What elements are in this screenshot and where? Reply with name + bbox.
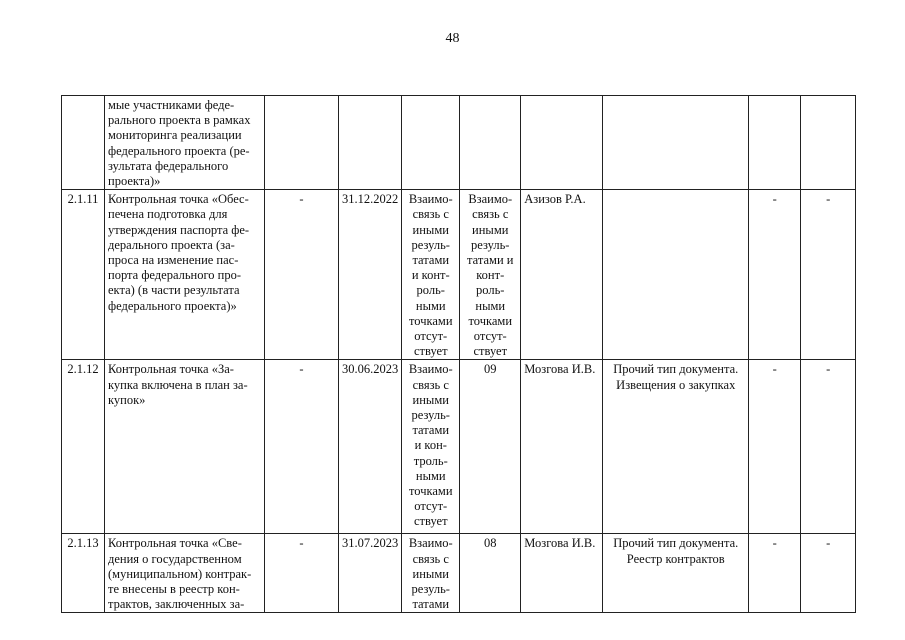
- successors: [460, 360, 521, 534]
- cell-line: связь с: [412, 377, 449, 392]
- responsible: [521, 96, 603, 190]
- cell-col10: -: [801, 190, 856, 360]
- cell-line: ными: [475, 298, 506, 313]
- cell-line: федерального проекта (ре-: [108, 143, 250, 158]
- row-number: 2.1.13: [62, 534, 105, 613]
- control-points-table: [61, 95, 856, 613]
- cell-line: купок»: [108, 392, 146, 407]
- start-date: -: [265, 360, 339, 534]
- cell-line: Прочий тип документа.: [613, 536, 739, 551]
- start-date: -: [265, 534, 339, 613]
- cell-line: ными: [415, 468, 446, 483]
- end-date: 31.07.2023: [339, 534, 402, 613]
- cell-line: 09: [484, 362, 497, 377]
- cell-line: дения о государственном: [108, 551, 242, 566]
- cell-line: татами: [412, 597, 450, 612]
- successors: [460, 534, 521, 613]
- cell-line: резуль-: [411, 408, 450, 423]
- cell-line: Прочий тип документа.: [613, 362, 739, 377]
- cell-line: мые участниками феде-: [108, 98, 235, 112]
- cell-line: татами: [412, 253, 450, 268]
- cell-line: отсут-: [414, 499, 448, 514]
- cell-line: отсут-: [473, 329, 507, 344]
- cell-line: Взаимо-: [468, 192, 513, 207]
- cell-line: отсут-: [414, 329, 448, 344]
- start-date: -: [265, 190, 339, 360]
- cell-line: точками: [468, 313, 513, 328]
- cell-line: купка включена в план за-: [108, 377, 248, 392]
- cell-line: ствует: [413, 514, 448, 529]
- cell-line: мониторинга реализации: [108, 128, 242, 143]
- cell-line: связь с: [412, 551, 449, 566]
- cell-line: иными: [412, 392, 449, 407]
- document-type: [603, 190, 749, 360]
- cell-line: Контрольная точка «Све-: [108, 536, 242, 551]
- end-date: 30.06.2023: [339, 360, 402, 534]
- row-number: [62, 96, 105, 190]
- predecessors: [402, 534, 460, 613]
- table-row: [62, 96, 856, 190]
- cell-line: резуль-: [411, 582, 450, 597]
- cell-line: иными: [412, 222, 449, 237]
- cell-line: иными: [412, 566, 449, 581]
- predecessors: [402, 360, 460, 534]
- cell-line: трактов, заключенных за-: [108, 597, 245, 612]
- cell-col9: -: [749, 534, 801, 613]
- cell-line: резуль-: [411, 237, 450, 252]
- cell-col9: -: [749, 360, 801, 534]
- cell-line: утверждения паспорта фе-: [108, 222, 250, 237]
- responsible: Мозгова И.В.: [521, 534, 603, 613]
- cell-line: иными: [472, 222, 509, 237]
- cell-line: ными: [415, 298, 446, 313]
- cell-line: связь с: [412, 207, 449, 222]
- predecessors: [402, 96, 460, 190]
- cell-line: дерального проекта (за-: [108, 237, 235, 252]
- control-point-name: [105, 534, 265, 613]
- control-point-name: [105, 96, 265, 190]
- cell-line: (муниципальном) контрак-: [108, 566, 252, 581]
- cell-line: роль-: [476, 283, 505, 298]
- predecessors: [402, 190, 460, 360]
- table-row: [62, 190, 856, 360]
- cell-line: роль-: [416, 283, 445, 298]
- table-row: [62, 534, 856, 613]
- end-date: [339, 96, 402, 190]
- table-row: [62, 360, 856, 534]
- cell-line: 08: [484, 536, 497, 551]
- cell-line: связь с: [472, 207, 509, 222]
- cell-line: и кон-: [414, 438, 447, 453]
- cell-line: Взаимо-: [408, 192, 453, 207]
- cell-line: резуль-: [471, 237, 510, 252]
- document-type: [603, 534, 749, 613]
- cell-line: проекта)»: [108, 174, 161, 189]
- cell-line: печена подготовка для: [108, 207, 228, 222]
- cell-line: точками: [408, 313, 453, 328]
- cell-line: проса на изменение пас-: [108, 253, 239, 268]
- document-type: [603, 96, 749, 190]
- cell-line: ствует: [413, 344, 448, 359]
- cell-col9: [749, 96, 801, 190]
- cell-line: ствует: [473, 344, 508, 359]
- table-body: [62, 96, 856, 613]
- cell-line: зультата федерального: [108, 158, 229, 173]
- cell-line: федерального проекта)»: [108, 298, 237, 313]
- cell-col10: [801, 96, 856, 190]
- responsible: Мозгова И.В.: [521, 360, 603, 534]
- cell-col9: -: [749, 190, 801, 360]
- control-point-name: [105, 190, 265, 360]
- cell-line: Контрольная точка «Обес-: [108, 192, 249, 207]
- page-number: 48: [445, 31, 460, 46]
- cell-line: и конт-: [411, 268, 450, 283]
- cell-line: татами и: [467, 253, 514, 268]
- cell-line: екта) (в части результата: [108, 283, 240, 298]
- start-date: [265, 96, 339, 190]
- cell-line: рального проекта в рамках: [108, 113, 251, 128]
- cell-line: Реестр контрактов: [626, 551, 725, 566]
- successors: [460, 96, 521, 190]
- cell-line: татами: [412, 423, 450, 438]
- control-point-name: [105, 360, 265, 534]
- cell-line: Извещения о закупках: [616, 377, 736, 392]
- cell-line: те внесены в реестр кон-: [108, 582, 240, 597]
- cell-line: порта федерального про-: [108, 268, 242, 283]
- cell-line: троль-: [413, 453, 448, 468]
- row-number: 2.1.12: [62, 360, 105, 534]
- end-date: 31.12.2022: [339, 190, 402, 360]
- row-number: 2.1.11: [62, 190, 105, 360]
- document-type: [603, 360, 749, 534]
- cell-line: Взаимо-: [408, 362, 453, 377]
- successors: [460, 190, 521, 360]
- responsible: Азизов Р.А.: [521, 190, 603, 360]
- cell-col10: -: [801, 534, 856, 613]
- cell-line: точками: [408, 484, 453, 499]
- cell-col10: -: [801, 360, 856, 534]
- cell-line: Контрольная точка «За-: [108, 362, 234, 377]
- cell-line: Взаимо-: [408, 536, 453, 551]
- cell-line: конт-: [476, 268, 505, 283]
